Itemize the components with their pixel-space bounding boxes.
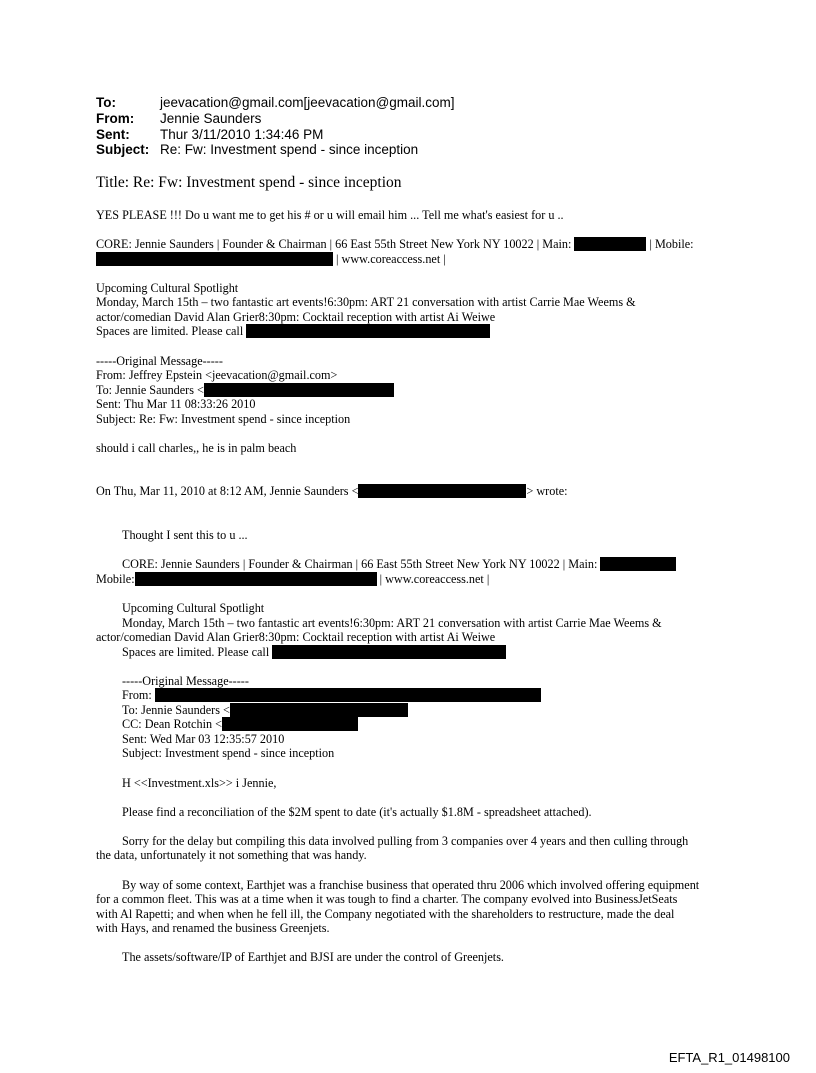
orig2-cc [122, 717, 358, 732]
orig1-from: From: Jeffrey Epstein <jeevacation@gmail.com> [96, 368, 338, 382]
orig2-paragraph-2-line-2: the data, unfortunately it not something that was handy. [96, 848, 367, 862]
header-sent-row [96, 127, 455, 143]
quoted-spotlight-line-2: actor/comedian David Alan Grier8:30pm: Cocktail reception with artist Ai Weiwe [96, 630, 496, 644]
orig1-to-text: To: Jennie Saunders < [96, 383, 204, 397]
quoted-mobile-line [96, 572, 489, 587]
signature-line-2 [96, 252, 446, 267]
to-value: jeevacation@gmail.com[jeevacation@gmail.com] [160, 95, 455, 110]
redaction-bar [204, 383, 394, 397]
spotlight-title: Upcoming Cultural Spotlight [96, 281, 239, 295]
orig2-paragraph-4: The assets/software/IP of Earthjet and BJSI are under the control of Greenjets. [122, 950, 504, 964]
reply-text: YES PLEASE !!! Do u want me to get his # or u will email him ... Tell me what's easiest for u .. [96, 208, 564, 222]
header-subject-row [96, 142, 455, 158]
redaction-bar [135, 572, 377, 586]
orig2-paragraph-1: Please find a reconciliation of the $2M spent to date (it's actually $1.8M - spreadsheet attached). [122, 805, 592, 819]
subject-label: Subject: [96, 142, 150, 158]
orig2-to-text: To: Jennie Saunders < [122, 703, 230, 717]
quoted-mobile-label: Mobile: [96, 572, 135, 586]
orig2-greeting: H <<Investment.xls>> i Jennie, [122, 776, 277, 790]
quoted-web-text: | www.coreaccess.net | [379, 572, 490, 586]
quoted-spotlight-line-1: Monday, March 15th – two fantastic art events!6:30pm: ART 21 conversation with artist Carrie Mae Weems & [122, 616, 662, 630]
spaces-line [96, 324, 490, 339]
original-message-divider-2: -----Original Message----- [122, 674, 249, 688]
redaction-bar [155, 688, 541, 702]
quoted-spotlight-title: Upcoming Cultural Spotlight [122, 601, 265, 615]
redaction-bar [600, 557, 676, 571]
redaction-bar [96, 252, 333, 266]
orig2-from [122, 688, 541, 703]
from-value: Jennie Saunders [160, 110, 262, 126]
signature-web-text: | www.coreaccess.net | [336, 252, 446, 266]
wrote-text-b: > wrote: [526, 484, 568, 498]
from-label: From: [96, 110, 135, 126]
quoted-spaces-line [122, 645, 506, 660]
redaction-bar [574, 237, 646, 251]
orig1-to [96, 383, 394, 398]
email-header [96, 95, 455, 158]
signature-mobile-label: | Mobile: [649, 237, 694, 251]
signature-core-text: CORE: Jennie Saunders | Founder & Chairman | 66 East 55th Street New York NY 10022 | Main: [96, 237, 572, 251]
signature-line-1 [96, 237, 694, 252]
sent-value: Thur 3/11/2010 1:34:46 PM [160, 126, 324, 142]
orig2-subject: Subject: Investment spend - since inception [122, 746, 335, 760]
spotlight-line-1: Monday, March 15th – two fantastic art events!6:30pm: ART 21 conversation with artist Carrie Mae Weems & [96, 295, 636, 309]
wrote-text-a: On Thu, Mar 11, 2010 at 8:12 AM, Jennie Saunders < [96, 484, 359, 498]
spaces-text: Spaces are limited. Please call [96, 324, 244, 338]
quoted-core-text: CORE: Jennie Saunders | Founder & Chairman | 66 East 55th Street New York NY 10022 | Main: [122, 557, 598, 571]
orig2-to [122, 703, 408, 718]
subject-value: Re: Fw: Investment spend - since inception [160, 142, 419, 158]
document-id-footer: EFTA_R1_01498100 [668, 1050, 790, 1065]
original-message-divider: -----Original Message----- [96, 354, 223, 368]
quoted-thought: Thought I sent this to u ... [122, 528, 248, 542]
redaction-bar [222, 717, 358, 731]
orig1-subject: Subject: Re: Fw: Investment spend - since inception [96, 412, 351, 426]
redaction-bar [246, 324, 490, 338]
orig2-paragraph-3-line-4: with Hays, and renamed the business Greenjets. [96, 921, 330, 935]
redaction-bar [358, 484, 526, 498]
orig2-sent: Sent: Wed Mar 03 12:35:57 2010 [122, 732, 285, 746]
quoted-spaces-text: Spaces are limited. Please call [122, 645, 270, 659]
to-label: To: [96, 95, 116, 110]
quoted-core-line [122, 557, 676, 572]
spotlight-line-2: actor/comedian David Alan Grier8:30pm: Cocktail reception with artist Ai Weiwe [96, 310, 496, 324]
orig2-paragraph-3-line-1: By way of some context, Earthjet was a franchise business that operated thru 2006 which involved offering equipment [122, 878, 700, 892]
redaction-bar [272, 645, 506, 659]
email-title: Title: Re: Fw: Investment spend - since inception [96, 174, 402, 191]
wrote-line [96, 484, 568, 499]
header-from-row [96, 111, 455, 127]
orig2-paragraph-3-line-3: with Al Rapetti; and when when he fell ill, the Company negotiated with the shareholders to restructure, made the deal [96, 907, 675, 921]
redaction-bar [230, 703, 408, 717]
orig2-paragraph-3-line-2: for a common fleet. This was at a time when it was tough to find a charter. The company evolved into BusinessJetSeats [96, 892, 678, 906]
orig2-from-text: From: [122, 688, 152, 702]
header-to-row [96, 95, 455, 111]
sent-label: Sent: [96, 126, 130, 142]
orig2-cc-text: CC: Dean Rotchin < [122, 717, 222, 731]
orig1-body: should i call charles,, he is in palm beach [96, 441, 297, 455]
orig1-sent: Sent: Thu Mar 11 08:33:26 2010 [96, 397, 256, 411]
orig2-paragraph-2-line-1: Sorry for the delay but compiling this data involved pulling from 3 companies over 4 years and then culling through [122, 834, 689, 848]
